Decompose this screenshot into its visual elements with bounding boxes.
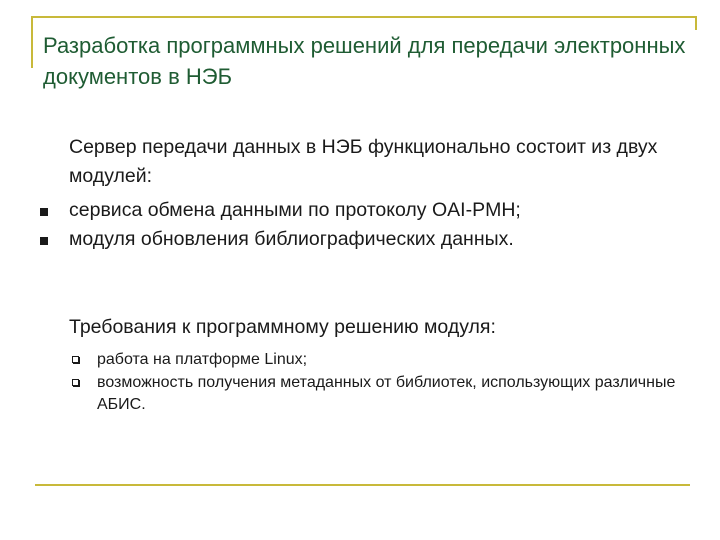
slide-title: Разработка программных решений для передачи электронных документов в НЭБ bbox=[43, 33, 686, 89]
list-item bbox=[40, 196, 700, 225]
square-bullet-icon bbox=[40, 237, 48, 245]
checkbox-bullet-icon bbox=[72, 356, 79, 363]
list-item-text: модуля обновления библиографических данных. bbox=[69, 227, 514, 250]
square-bullet-icon bbox=[40, 208, 48, 216]
requirements-list bbox=[72, 349, 692, 417]
frame-right-tick bbox=[695, 16, 697, 30]
frame-top-line bbox=[31, 16, 696, 18]
list-item-text: возможность получения метаданных от библиотек, использующих различные АБИС. bbox=[97, 374, 676, 413]
list-item bbox=[72, 372, 692, 416]
frame-bottom-line bbox=[35, 484, 690, 486]
list-item-text: работа на платформе Linux; bbox=[97, 351, 308, 368]
list-item bbox=[72, 349, 692, 371]
list-item-text: сервиса обмена данными по протоколу OAI-PMH; bbox=[69, 199, 521, 221]
list-item bbox=[40, 225, 700, 254]
frame-left-line bbox=[31, 16, 33, 68]
modules-list bbox=[40, 196, 700, 253]
requirements-heading: Требования к программному решению модуля: bbox=[69, 316, 496, 338]
intro-text: Сервер передачи данных в НЭБ функционально состоит из двух модулей: bbox=[69, 136, 658, 187]
checkbox-bullet-icon bbox=[72, 379, 79, 386]
